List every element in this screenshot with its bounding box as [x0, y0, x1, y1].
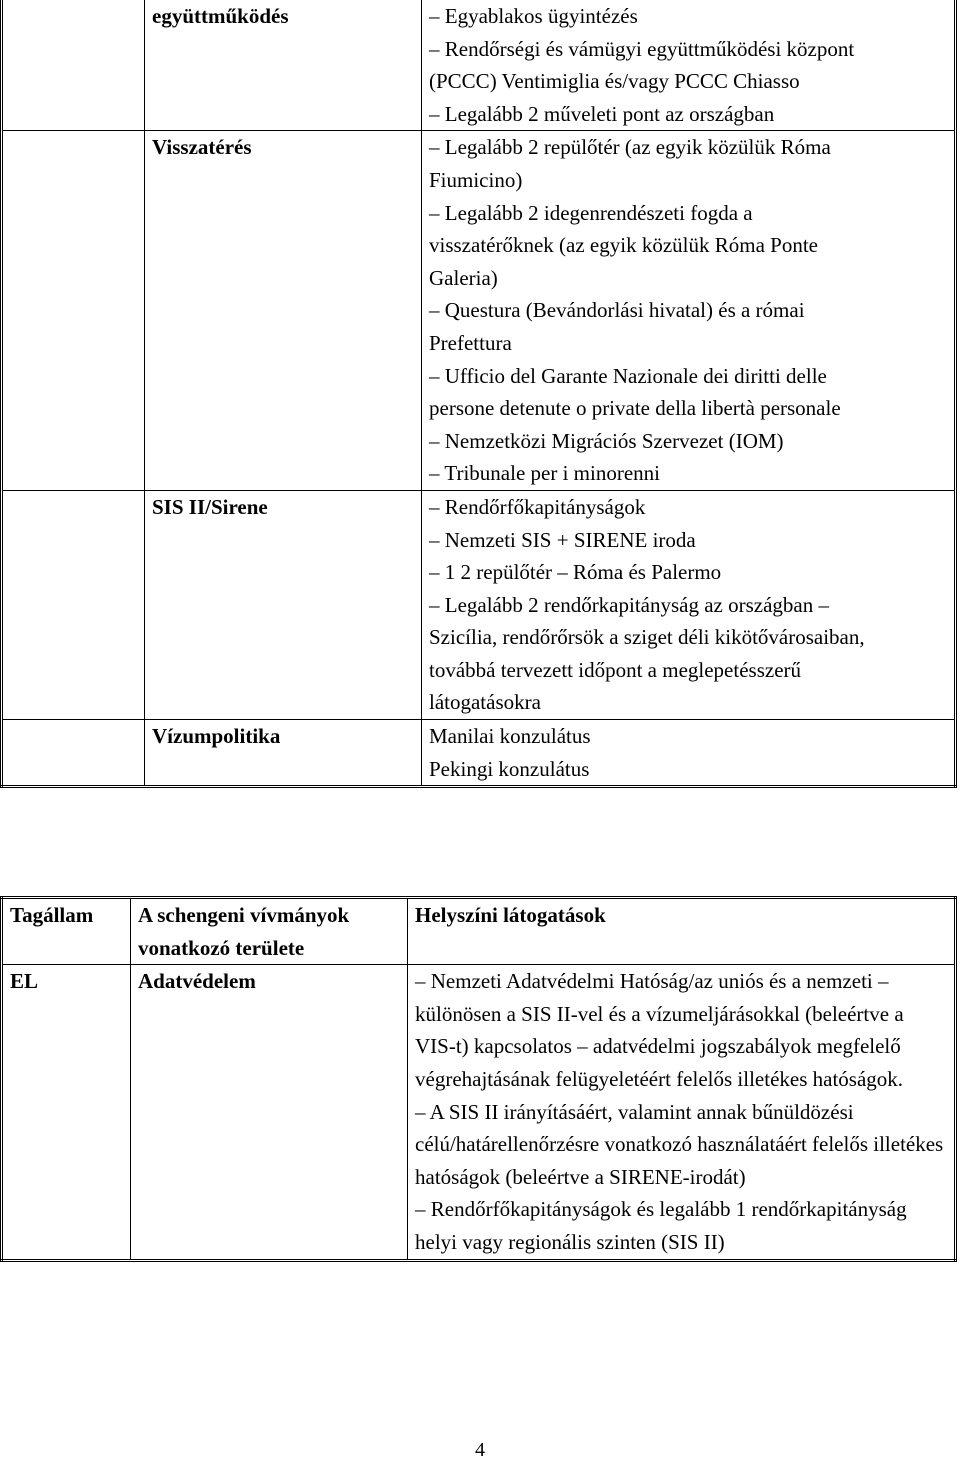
site-visits-cell	[422, 131, 956, 491]
table-row	[2, 965, 956, 1260]
site-line: – Legalább 2 műveleti pont az országban	[429, 101, 775, 126]
site-line: persone detenute o private della libertà personale	[429, 396, 841, 421]
site-line: Szicília, rendőrőrsök a sziget déli kikötővárosaiban,	[429, 625, 865, 650]
site-line: – Nemzeti SIS + SIRENE iroda	[429, 527, 696, 552]
site-visits-cell	[422, 720, 956, 787]
site-paragraph: – Rendőrfőkapitányságok és legalább 1 rendőrkapitányság helyi vagy regionális szinten (SIS II)	[415, 1197, 907, 1254]
header-member-state: Tagállam	[2, 898, 131, 965]
member-state-cell	[2, 0, 145, 131]
site-line: továbbá tervezett időpont a meglepetésszerű	[429, 657, 802, 682]
site-paragraph: – A SIS II irányításáért, valamint annak bűnüldözési célú/határellenőrzésre vonatkozó használatáért felelős illetékes hatóságok (beleértve a SIRENE-irodát)	[415, 1099, 944, 1189]
table-row	[2, 0, 956, 131]
table-header-row	[2, 898, 956, 965]
site-visits-table-el	[0, 896, 957, 1262]
acquis-area-cell: Visszatérés	[145, 131, 422, 491]
site-line: – Legalább 2 idegenrendészeti fogda a	[429, 200, 753, 225]
site-line: Pekingi konzulátus	[429, 756, 590, 781]
site-line: – Questura (Bevándorlási hivatal) és a római	[429, 298, 805, 323]
member-state-cell	[2, 490, 145, 719]
site-line: Manilai konzulátus	[429, 724, 591, 749]
member-state-cell: EL	[2, 965, 131, 1260]
member-state-cell	[2, 131, 145, 491]
site-line: (PCCC) Ventimiglia és/vagy PCCC Chiasso	[429, 69, 800, 94]
site-line: – Legalább 2 rendőrkapitányság az országban –	[429, 592, 830, 617]
page-number: 4	[475, 1439, 485, 1461]
site-line: – Legalább 2 repülőtér (az egyik közülük Róma	[429, 135, 831, 160]
header-acquis-area: A schengeni vívmányok vonatkozó területe	[131, 898, 408, 965]
acquis-area-cell: Adatvédelem	[131, 965, 408, 1260]
site-line: Galeria)	[429, 265, 498, 290]
table-row	[2, 490, 956, 719]
site-line: – 1 2 repülőtér – Róma és Palermo	[429, 560, 722, 585]
site-line: látogatásokra	[429, 690, 541, 715]
site-line: visszatérőknek (az egyik közülük Róma Ponte	[429, 233, 818, 258]
acquis-area-cell: együttműködés	[145, 0, 422, 131]
site-line: Prefettura	[429, 330, 512, 355]
site-line: – Ufficio del Garante Nazionale dei diritti delle	[429, 363, 827, 388]
site-line: – Nemzetközi Migrációs Szervezet (IOM)	[429, 428, 784, 453]
site-line: – Egyablakos ügyintézés	[429, 4, 638, 28]
header-site-visits: Helyszíni látogatások	[408, 898, 956, 965]
table-row	[2, 131, 956, 491]
site-visits-cell	[422, 490, 956, 719]
site-line: – Rendőrségi és vámügyi együttműködési központ	[429, 36, 855, 61]
site-visits-cell	[422, 0, 956, 131]
site-line: – Rendőrfőkapitányságok	[429, 494, 646, 519]
site-line: – Tribunale per i minorenni	[429, 461, 660, 486]
site-visits-cell	[408, 965, 956, 1260]
member-state-cell	[2, 720, 145, 787]
acquis-area-cell: SIS II/Sirene	[145, 490, 422, 719]
table-row	[2, 720, 956, 787]
site-line: Fiumicino)	[429, 167, 523, 192]
site-paragraph: – Nemzeti Adatvédelmi Hatóság/az uniós és a nemzeti – különösen a SIS II-vel és a vízumeljárásokkal (beleértve a VIS-t) kapcsolatos – adatvédelmi jogszabályok megfelelő végrehajtásának felügyeletéért felelős illetékes hatóságok.	[415, 969, 904, 1091]
acquis-area-cell: Vízumpolitika	[145, 720, 422, 787]
